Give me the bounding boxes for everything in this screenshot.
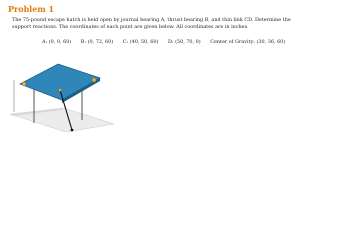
escape-hatch-figure xyxy=(6,44,114,132)
escape-hatch-diagram xyxy=(6,44,114,132)
point-d-marker xyxy=(71,129,74,132)
problem-statement xyxy=(12,17,348,31)
statement-line-2: support reactions. The coordinates of each point are given below. All coordinates are in inches. xyxy=(12,24,249,30)
bearing-a-icon xyxy=(22,82,26,86)
hatch-panel xyxy=(20,64,100,100)
floor-plane xyxy=(10,108,114,132)
coordinate-b: B: (0, 72, 60) xyxy=(80,39,114,45)
problem-title: Problem 1 xyxy=(8,4,55,14)
coordinate-a: A: (0, 0, 60) xyxy=(42,39,72,45)
coordinate-d: D: (50, 70, 0) xyxy=(167,39,201,45)
bearing-b-icon xyxy=(92,78,96,82)
statement-line-1: The 75-pound escape hatch is held open by journal bearing A, thrust bearing B, and thin link CD. Determine the xyxy=(12,17,291,23)
center-of-gravity: Center of Gravity: (30, 36, 60) xyxy=(210,39,286,45)
coordinate-c: C: (40, 50, 60) xyxy=(122,39,159,45)
point-c-marker xyxy=(59,89,62,92)
